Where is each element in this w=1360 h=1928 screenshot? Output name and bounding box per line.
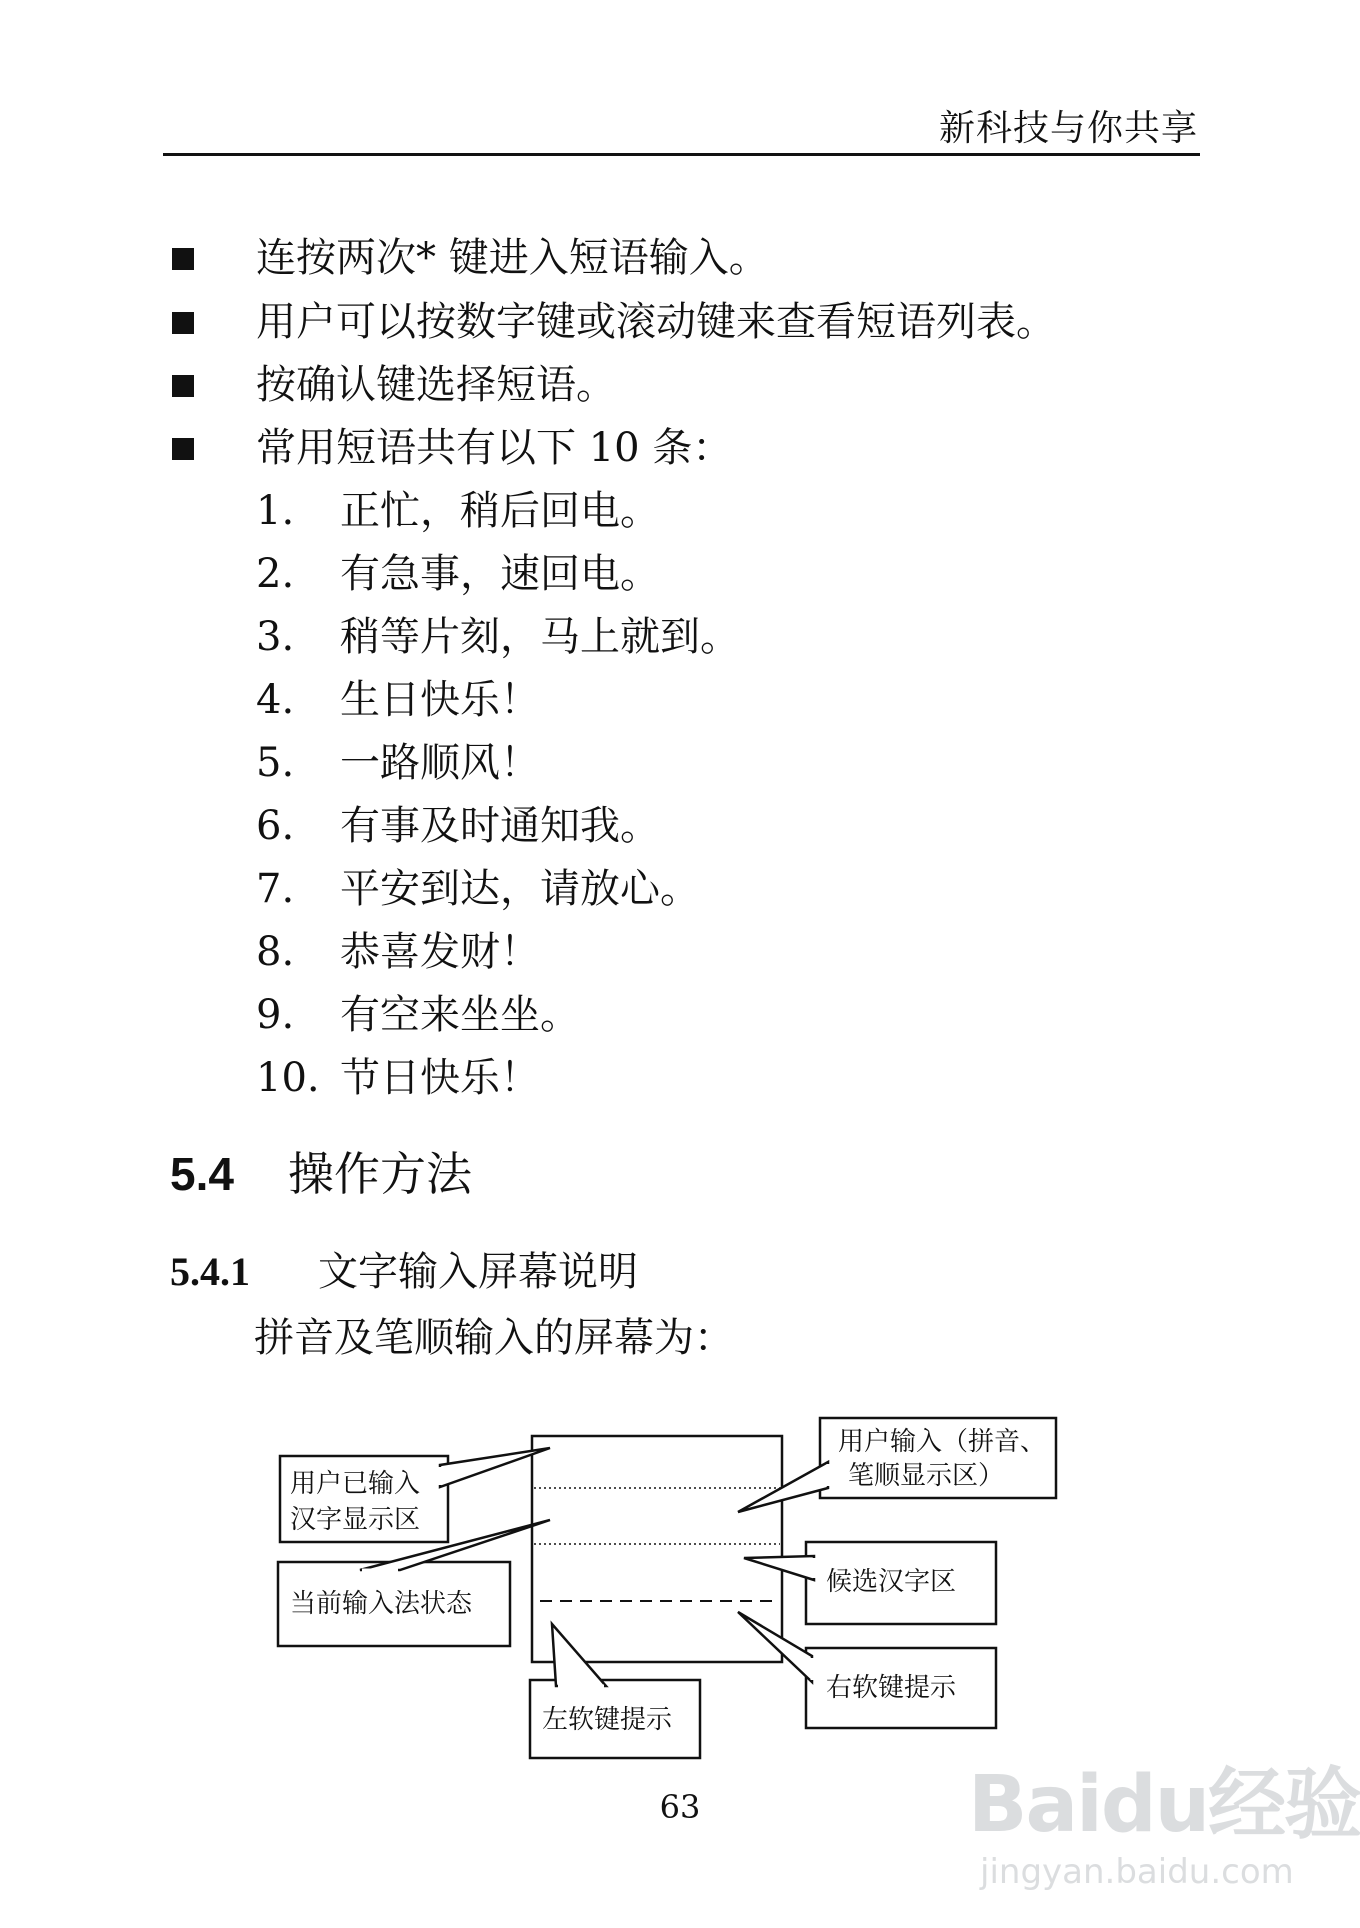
intro-paragraph: 拼音及笔顺输入的屏幕为： [254, 1315, 734, 1361]
page-number: 63 [659, 1788, 701, 1826]
screen-frame [532, 1436, 782, 1662]
phrase-number: 1. [256, 488, 295, 534]
callout-right-soft: 右软键提示 [826, 1673, 957, 1703]
phrase-text: 稍等片刻，马上就到。 [340, 614, 740, 660]
subsection-title-text: 文字输入屏幕说明 [318, 1249, 638, 1295]
phrase-text: 节日快乐！ [340, 1055, 540, 1101]
phrase-text: 有空来坐坐。 [340, 992, 580, 1038]
bullet-text: 常用短语共有以下 10 条： [256, 425, 733, 471]
phrase-text: 有事及时通知我。 [340, 803, 660, 849]
watermark-logo-text: Baidu经验 [968, 1760, 1360, 1850]
phrase-text: 正忙，稍后回电。 [340, 488, 660, 534]
callout-left-soft: 左软键提示 [542, 1705, 673, 1735]
section-number: 5.4 [170, 1148, 234, 1200]
callout-candidates: 候选汉字区 [826, 1567, 957, 1597]
subsection-number: 5.4.1 [170, 1249, 250, 1294]
phrase-text: 有急事，速回电。 [340, 551, 660, 597]
phrase-text: 恭喜发财！ [340, 929, 540, 975]
baidu-watermark [960, 1732, 1360, 1912]
callout-ime-state: 当前输入法状态 [290, 1589, 473, 1619]
page-header-title: 新科技与你共享 [938, 108, 1198, 149]
phrase-number: 9. [256, 992, 295, 1038]
phrase-number: 6. [256, 803, 295, 849]
phrase-text: 一路顺风！ [340, 740, 540, 786]
phrase-number: 2. [256, 551, 295, 597]
callout-entered-line1: 用户已输入 [290, 1469, 421, 1499]
phrase-number: 4. [256, 677, 295, 723]
bullet-text: 用户可以按数字键或滚动键来查看短语列表。 [256, 299, 1056, 345]
phrase-number: 8. [256, 929, 295, 975]
phrase-number: 3. [256, 614, 295, 660]
callout-entered-line2: 汉字显示区 [290, 1505, 421, 1535]
callout-user-input-line1: 用户输入（拼音、 [838, 1427, 1047, 1457]
phrase-number: 10. [256, 1055, 320, 1101]
bullet-text: 按确认键选择短语。 [256, 362, 616, 408]
phrase-number: 5. [256, 740, 295, 786]
section-title-text: 操作方法 [288, 1147, 472, 1201]
phrase-text: 平安到达，请放心。 [340, 866, 700, 912]
phrase-text: 生日快乐！ [340, 677, 540, 723]
phrase-number: 7. [256, 866, 295, 912]
bullet-text: 连按两次* 键进入短语输入。 [256, 235, 769, 281]
callout-user-input-line2: 笔顺显示区） [848, 1461, 1005, 1491]
watermark-url: jingyan.baidu.com [980, 1852, 1294, 1892]
